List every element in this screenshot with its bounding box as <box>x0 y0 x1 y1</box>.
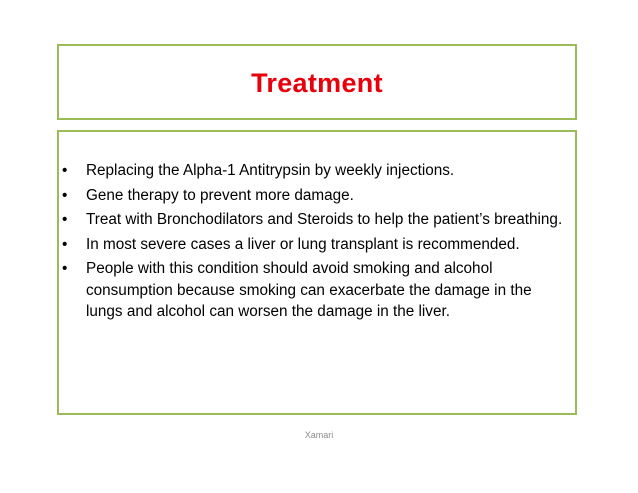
bullet-text: Gene therapy to prevent more damage. <box>86 186 354 204</box>
bullet-list <box>62 160 572 326</box>
bullet-text: In most severe cases a liver or lung transplant is recommended. <box>86 235 520 253</box>
bullet-item <box>62 185 572 207</box>
bullet-symbol: • <box>62 186 68 204</box>
title-box <box>57 44 577 120</box>
footer-author: Xamari <box>304 430 334 440</box>
bullet-symbol: • <box>62 235 68 253</box>
bullet-item <box>62 258 572 323</box>
bullet-symbol: • <box>62 211 68 228</box>
bullet-text: Replacing the Alpha-1 Antitrypsin by weekly injections. <box>86 162 455 179</box>
bullet-symbol: • <box>62 260 68 277</box>
bullet-item <box>62 209 572 231</box>
bullet-text: People with this condition should avoid smoking and alcohol consumption because smoking can exacerbate the damage in the lungs and alcohol can worsen the damage in the liver. <box>86 260 532 320</box>
bullet-item <box>62 160 572 182</box>
slide-title: Treatment <box>251 67 383 98</box>
bullet-text: Treat with Bronchodilators and Steroids to help the patient’s breathing. <box>86 211 563 228</box>
bullet-symbol: • <box>62 162 68 179</box>
bullet-item <box>62 234 572 256</box>
